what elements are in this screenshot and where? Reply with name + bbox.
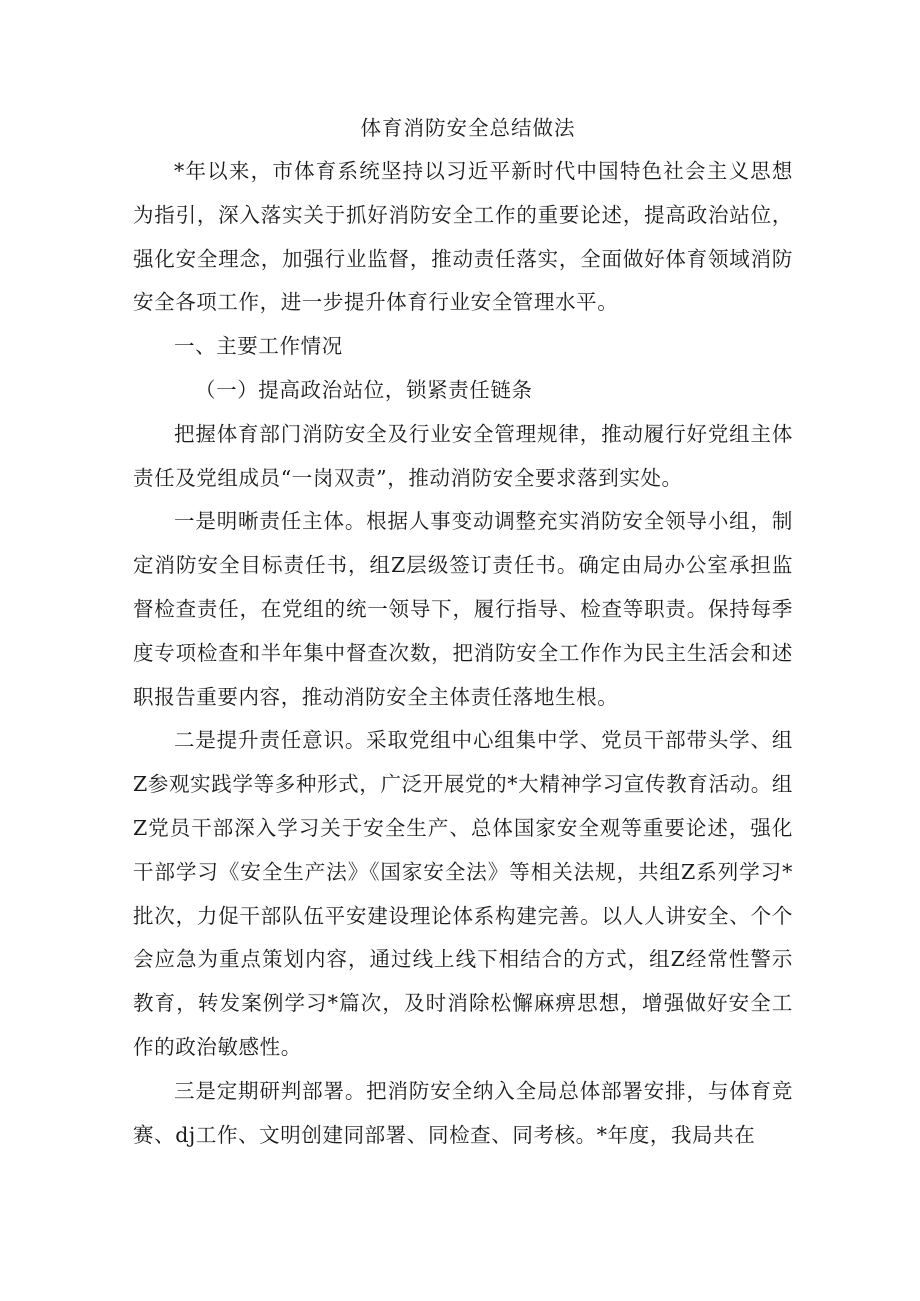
document-body <box>133 107 793 1157</box>
point-one-paragraph: 一是明晰责任主体。根据人事变动调整充实消防安全领导小组，制定消防安全目标责任书，组Z层级签订责任书。确定由局办公室承担监督检查责任，在党组的统一领导下，履行指导、检查等职责。保持每季度专项检查和半年集中督查次数，把消防安全工作作为民主生活会和述职报告重要内容，推动消防安全主体责任落地生根。 <box>133 509 793 709</box>
subsection-heading: （一）提高政治站位，锁紧责任链条 <box>195 377 533 402</box>
subsection-intro-paragraph: 把握体育部门消防安全及行业安全管理规律，推动履行好党组主体责任及党组成员“一岗双责”，推动消防安全要求落到实处。 <box>133 421 793 490</box>
document-title: 体育消防安全总结做法 <box>360 116 576 140</box>
intro-paragraph: *年以来，市体育系统坚持以习近平新时代中国特色社会主义思想为指引，深入落实关于抓好消防安全工作的重要论述，提高政治站位，强化安全理念，加强行业监督，推动责任落实，全面做好体育领域消防安全各项工作，进一步提升体育行业安全管理水平。 <box>133 159 793 315</box>
point-three-paragraph: 三是定期研判部署。把消防安全纳入全局总体部署安排，与体育竞赛、dj工作、文明创建同部署、同检查、同考核。*年度，我局共在 <box>133 1078 793 1147</box>
point-two-paragraph: 二是提升责任意识。采取党组中心组集中学、党员干部带头学、组Z参观实践学等多种形式，广泛开展党的*大精神学习宣传教育活动。组Z党员干部深入学习关于安全生产、总体国家安全观等重要论述，强化干部学习《安全生产法》《国家安全法》等相关法规，共组Z系列学习*批次，力促干部队伍平安建设理论体系构建完善。以人人讲安全、个个会应急为重点策划内容，通过线上线下相结合的方式，组Z经常性警示教育，转发案例学习*篇次，及时消除松懈麻痹思想，增强做好安全工作的政治敏感性。 <box>133 728 793 1059</box>
section-heading: 一、主要工作情况 <box>174 334 343 359</box>
